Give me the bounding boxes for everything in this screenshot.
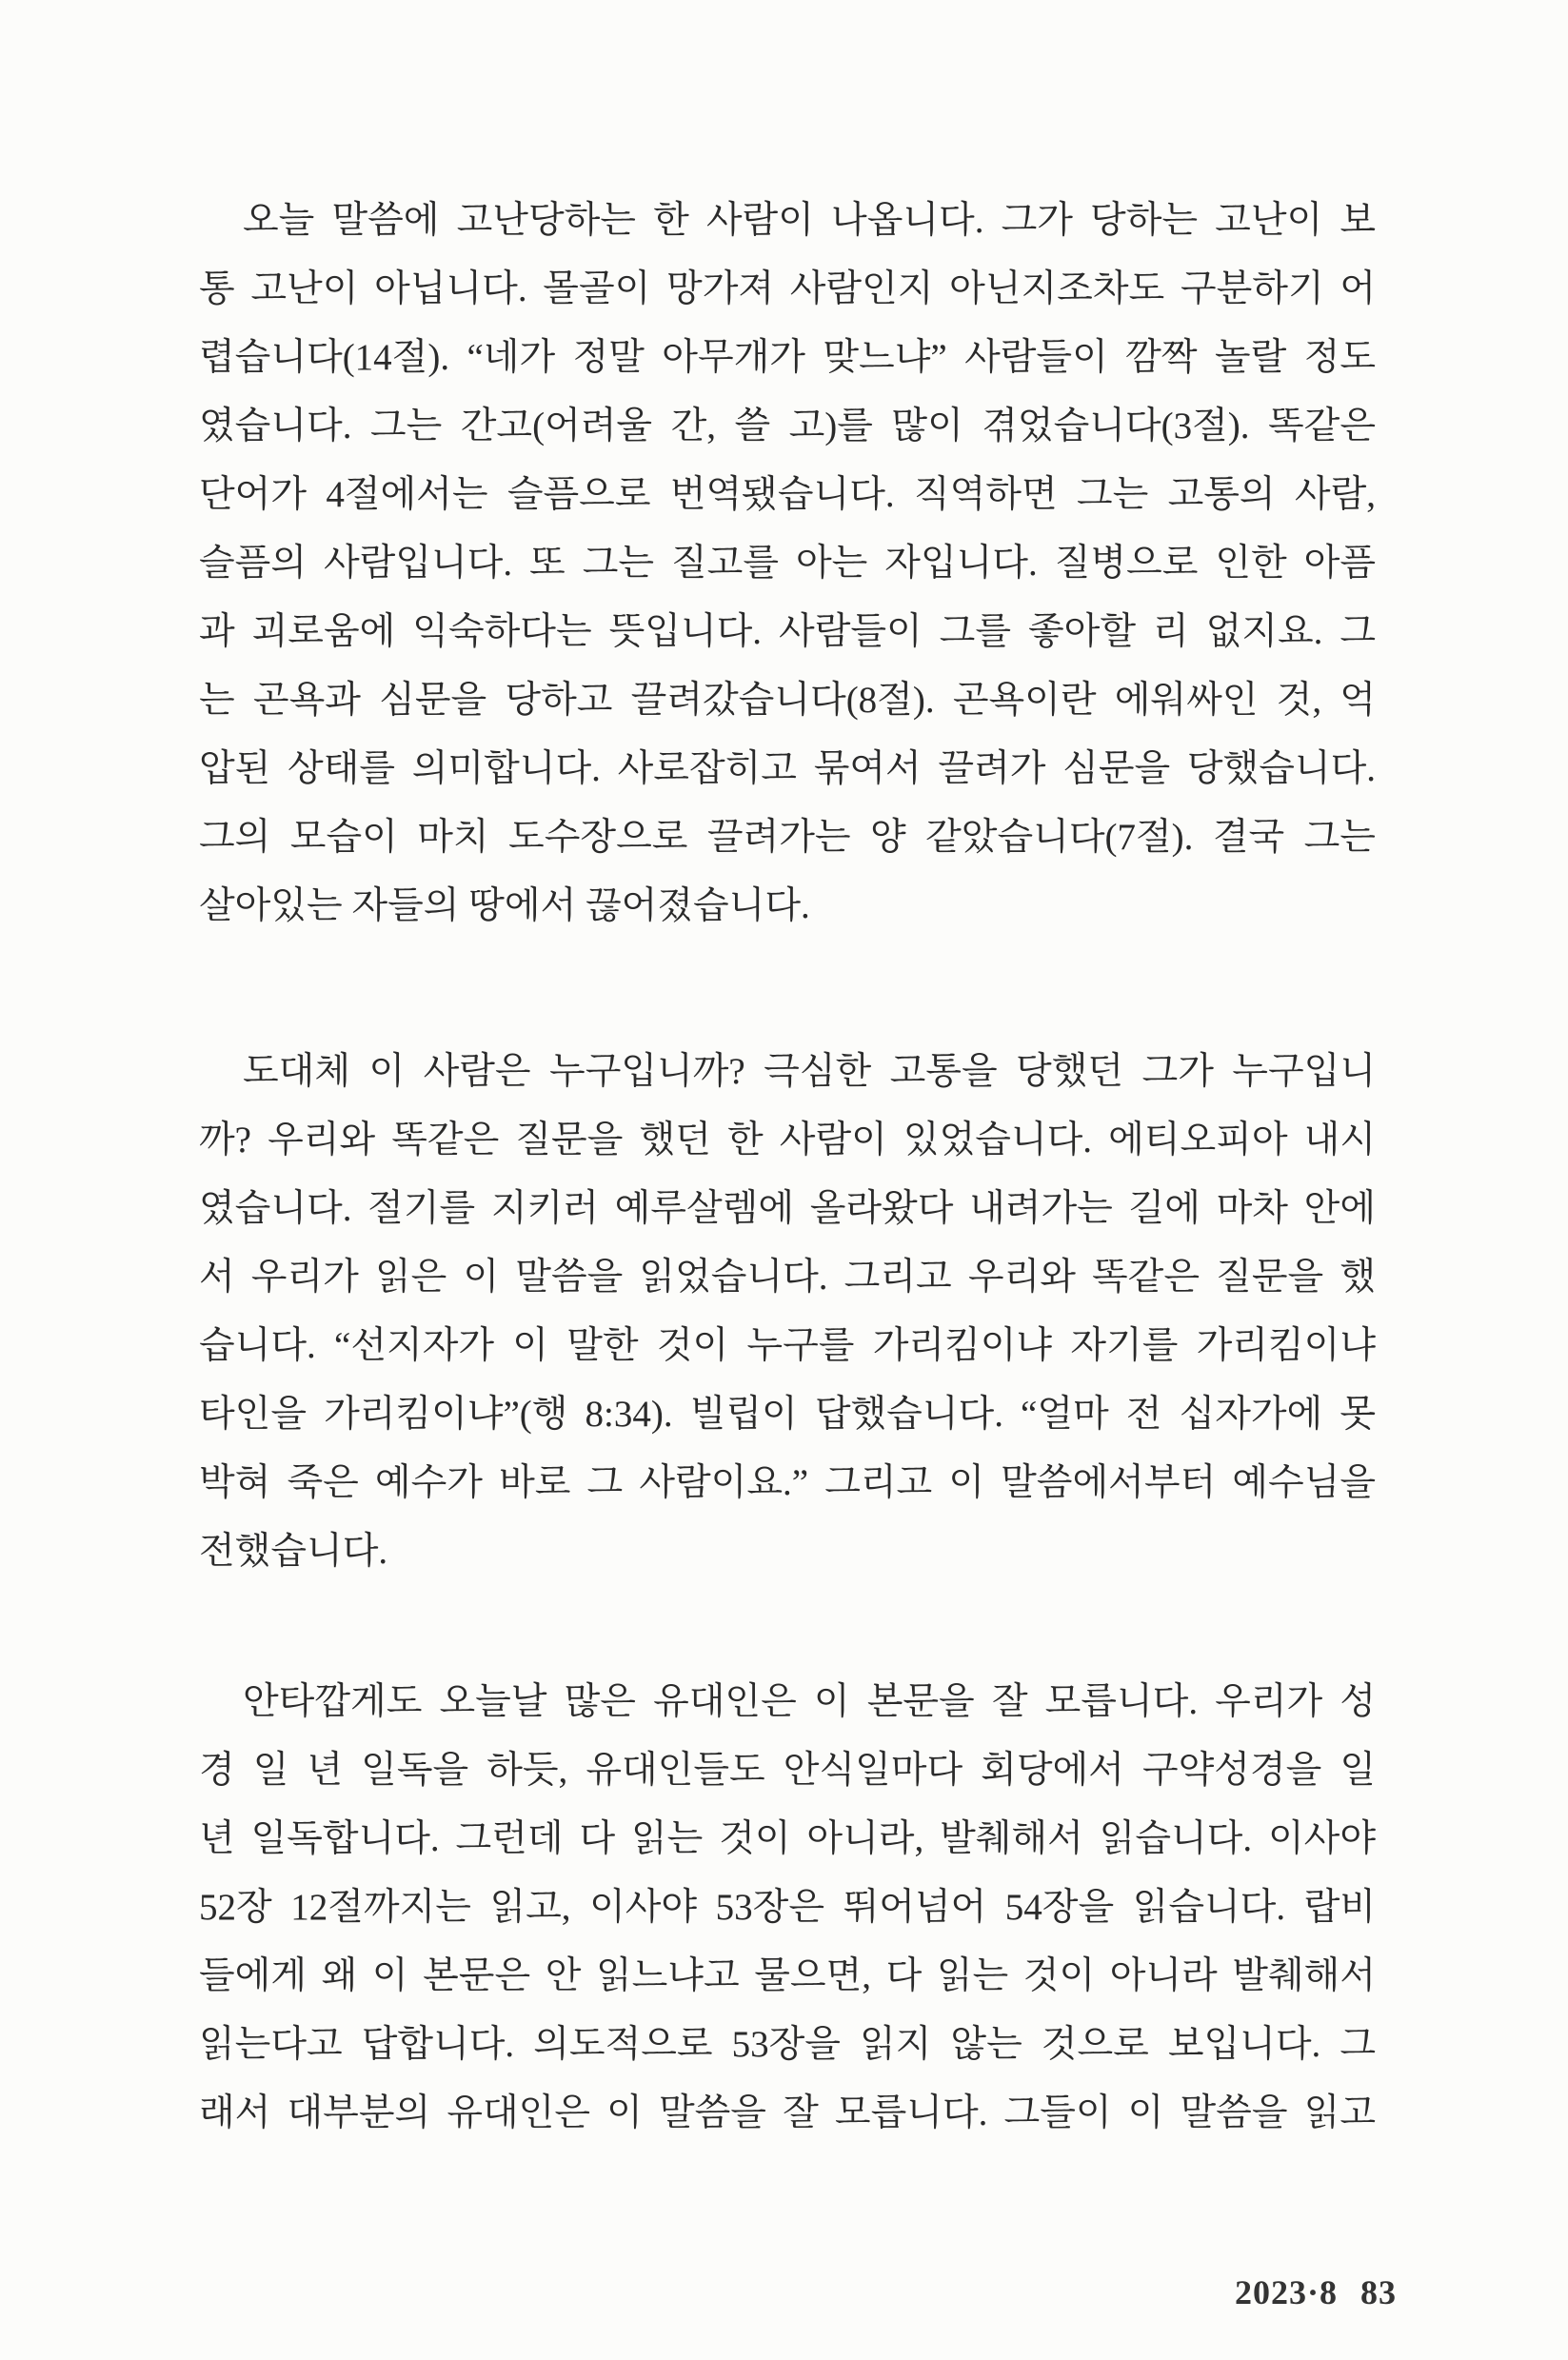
text-line: 안타깝게도 오늘날 많은 유대인은 이 본문을 잘 모릅니다. 우리가 성 — [243, 1681, 1376, 1722]
text-line: 렵습니다(14절). “네가 정말 아무개가 맞느냐” 사람들이 깜짝 놀랄 정도 — [199, 337, 1376, 378]
text-line: 압된 상태를 의미합니다. 사로잡히고 묶여서 끌려가 심문을 당했습니다. — [199, 748, 1376, 789]
text-line: 년 일독합니다. 그런데 다 읽는 것이 아니라, 발췌해서 읽습니다. 이사야 — [199, 1818, 1376, 1859]
paragraph — [199, 187, 1376, 941]
text-line: 였습니다. 그는 간고(어려울 간, 쓸 고)를 많이 겪었습니다(3절). 똑같은 — [199, 406, 1376, 446]
text-line: 까? 우리와 똑같은 질문을 했던 한 사람이 있었습니다. 에티오피아 내시 — [199, 1120, 1376, 1160]
page-footer — [1235, 2266, 1397, 2319]
text-line: 단어가 4절에서는 슬픔으로 번역됐습니다. 직역하면 그는 고통의 사람, — [199, 474, 1376, 515]
article-body — [199, 187, 1376, 2148]
text-line: 읽는다고 답합니다. 의도적으로 53장을 읽지 않는 것으로 보입니다. 그 — [199, 2024, 1376, 2065]
text-line: 전했습니다. — [199, 1531, 388, 1572]
text-line: 는 곤욕과 심문을 당하고 끌려갔습니다(8절). 곤욕이란 에워싸인 것, 억 — [199, 680, 1376, 721]
text-line: 들에게 왜 이 본문은 안 읽느냐고 물으면, 다 읽는 것이 아니라 발췌해서 — [199, 1955, 1376, 1996]
text-line: 였습니다. 절기를 지키러 예루살렘에 올라왔다 내려가는 길에 마차 안에 — [199, 1188, 1376, 1229]
text-line: 습니다. “선지자가 이 말한 것이 누구를 가리킴이냐 자기를 가리킴이냐 — [199, 1325, 1376, 1366]
paragraph — [199, 1668, 1376, 2148]
text-line: 도대체 이 사람은 누구입니까? 극심한 고통을 당했던 그가 누구입니 — [243, 1051, 1376, 1092]
text-line: 52장 12절까지는 읽고, 이사야 53장은 뛰어넘어 54장을 읽습니다. 랍비 — [199, 1887, 1376, 1928]
text-line: 래서 대부분의 유대인은 이 말씀을 잘 모릅니다. 그들이 이 말씀을 읽고 — [199, 2092, 1376, 2133]
issue-date: 2023·8 — [1234, 2273, 1338, 2311]
text-line: 그의 모습이 마치 도수장으로 끌려가는 양 같았습니다(7절). 결국 그는 — [199, 817, 1376, 858]
text-line: 박혀 죽은 예수가 바로 그 사람이요.” 그리고 이 말씀에서부터 예수님을 — [199, 1462, 1376, 1503]
page-number: 83 — [1360, 2273, 1397, 2311]
text-line: 오늘 말씀에 고난당하는 한 사람이 나옵니다. 그가 당하는 고난이 보 — [243, 200, 1376, 241]
text-line: 살아있는 자들의 땅에서 끊어졌습니다. — [199, 885, 810, 926]
text-line: 타인을 가리킴이냐”(행 8:34). 빌립이 답했습니다. “얼마 전 십자가에 못 — [199, 1394, 1376, 1435]
text-line: 통 고난이 아닙니다. 몰골이 망가져 사람인지 아닌지조차도 구분하기 어 — [199, 268, 1376, 309]
text-line: 슬픔의 사람입니다. 또 그는 질고를 아는 자입니다. 질병으로 인한 아픔 — [199, 543, 1376, 584]
paragraph — [199, 1038, 1376, 1586]
text-line: 과 괴로움에 익숙하다는 뜻입니다. 사람들이 그를 좋아할 리 없지요. 그 — [199, 611, 1376, 652]
text-line: 서 우리가 읽은 이 말씀을 읽었습니다. 그리고 우리와 똑같은 질문을 했 — [199, 1257, 1376, 1298]
text-line: 경 일 년 일독을 하듯, 유대인들도 안식일마다 회당에서 구약성경을 일 — [199, 1750, 1376, 1791]
